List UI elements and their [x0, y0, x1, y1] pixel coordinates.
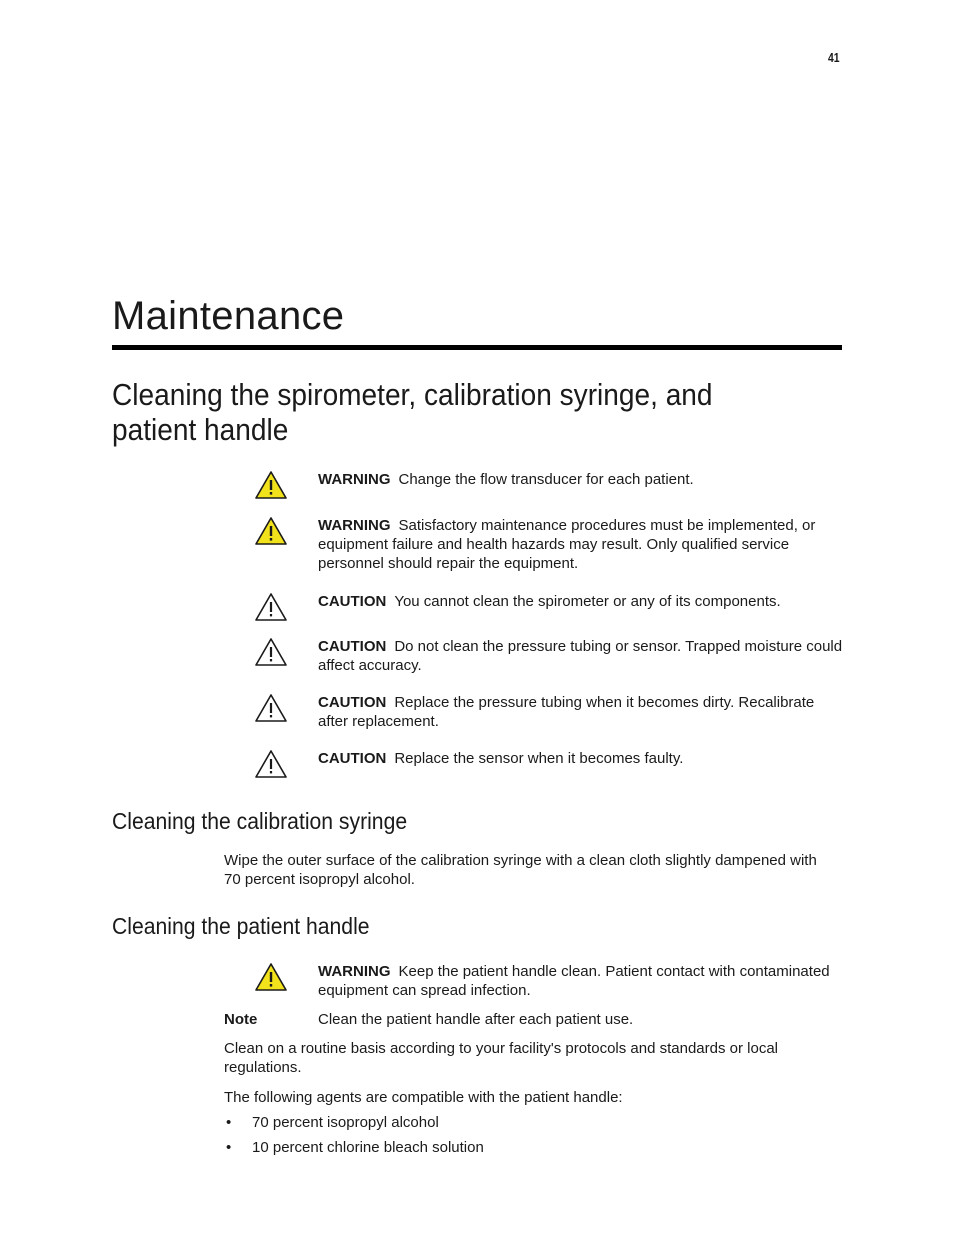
notice-text: Change the flow transducer for each patient. — [398, 471, 694, 488]
handle-section-title: Cleaning the patient handle — [112, 913, 370, 939]
chapter-rule — [112, 345, 842, 350]
caution-triangle-icon — [254, 749, 288, 779]
handle-paragraph-1: Clean on a routine basis according to your facility's protocols and standards or local regulations. — [224, 1040, 778, 1076]
notice-text: Replace the pressure tubing when it becomes dirty. Recalibrate after replacement. — [318, 694, 815, 730]
notice-label: WARNING — [318, 963, 391, 980]
notice-label: WARNING — [318, 471, 391, 488]
bullet-icon: • — [226, 1114, 232, 1131]
caution-triangle-icon — [254, 637, 288, 667]
note-label: Note — [224, 1011, 258, 1028]
notice-text: Satisfactory maintenance procedures must be implemented, or equipment failure and health hazards may result. Only qualified service personnel should repair the equipment. — [318, 517, 816, 572]
handle-paragraph-2: The following agents are compatible with the patient handle: — [224, 1089, 623, 1106]
notice-label: WARNING — [318, 517, 391, 534]
syringe-section-title: Cleaning the calibration syringe — [112, 808, 408, 834]
notice-text: Do not clean the pressure tubing or sensor. Trapped moisture could affect accuracy. — [318, 638, 843, 674]
notice-label: CAUTION — [318, 750, 387, 767]
notice-label: CAUTION — [318, 593, 387, 610]
notice-label: CAUTION — [318, 638, 387, 655]
notice-text: Keep the patient handle clean. Patient contact with contaminated equipment can spread infection. — [318, 963, 830, 999]
syringe-paragraph: Wipe the outer surface of the calibration syringe with a clean cloth slightly dampened with 70 percent isopropyl alcohol. — [224, 852, 817, 888]
warning-triangle-icon — [254, 962, 288, 992]
warning-triangle-icon — [254, 470, 288, 500]
notice-label: CAUTION — [318, 694, 387, 711]
page-number: 41 — [828, 50, 840, 65]
chapter-title: Maintenance — [112, 294, 345, 338]
notice-text: You cannot clean the spirometer or any of its components. — [394, 593, 781, 610]
caution-triangle-icon — [254, 693, 288, 723]
list-item-text: 70 percent isopropyl alcohol — [252, 1114, 439, 1131]
warning-triangle-icon — [254, 516, 288, 546]
list-item-text: 10 percent chlorine bleach solution — [252, 1139, 484, 1156]
note-text: Clean the patient handle after each patient use. — [318, 1011, 634, 1028]
caution-triangle-icon — [254, 592, 288, 622]
notice-text: Replace the sensor when it becomes faulty. — [394, 750, 684, 767]
bullet-icon: • — [226, 1139, 232, 1156]
section-title: Cleaning the spirometer, calibration syringe, and patient handle — [112, 378, 713, 447]
